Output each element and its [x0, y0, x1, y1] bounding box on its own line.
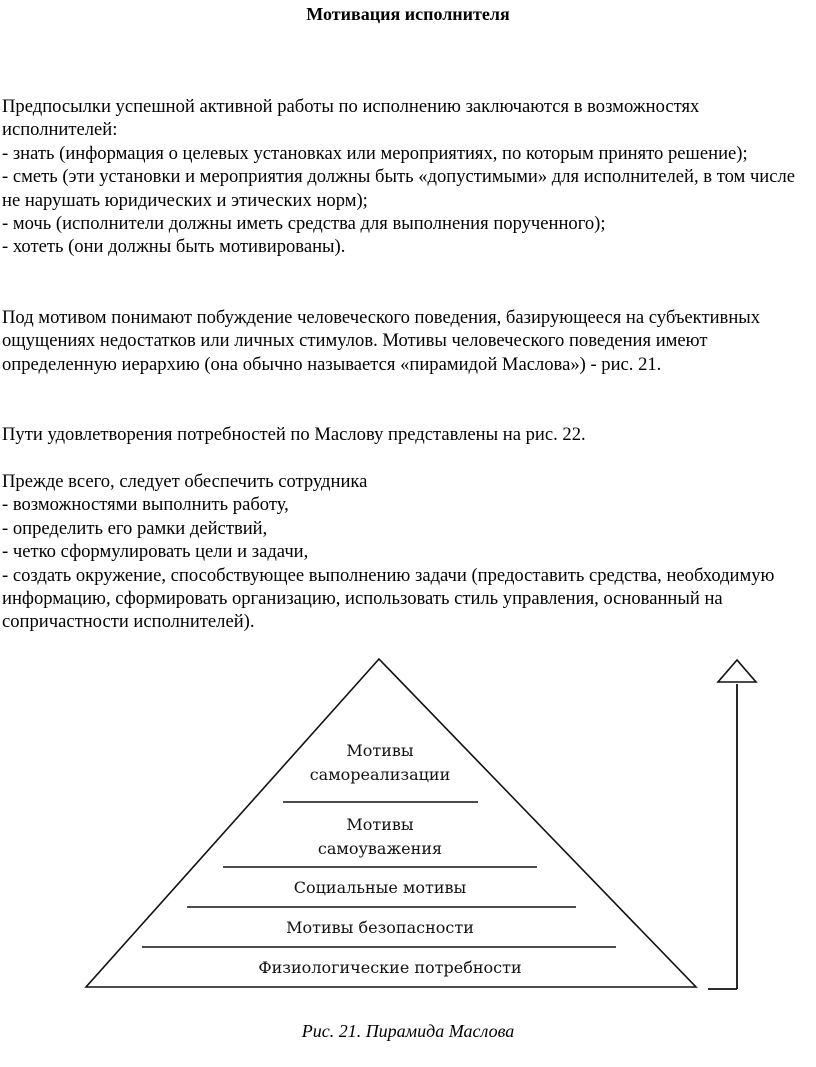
level-safety: Мотивы безопасности	[286, 918, 474, 937]
list-item: - возможностями выполнить работу,	[2, 494, 289, 516]
list-item: - сметь (эти установки и мероприятия должны быть «допустимыми» для исполнителей, в том числе не нарушать юридических и этических норм);	[2, 166, 796, 211]
up-arrow-icon	[708, 660, 756, 989]
maslow-pyramid-figure	[0, 640, 816, 1020]
page-title: Мотивация исполнителя	[306, 4, 510, 24]
prerequisites-section	[2, 95, 814, 259]
list-item: - четко сформулировать цели и задачи,	[2, 541, 309, 563]
list-item: - определить его рамки действий,	[2, 517, 268, 539]
employee-provision-section	[2, 470, 814, 634]
paragraph-text: Под мотивом понимают побуждение человеческого поведения, базирующееся на субъективных ощущениях недостатков или личных стимулов. Мотивы человеческого поведения имеют определенную иерархию (она обычно называется «пирамидой Маслова») - рис. 21.	[2, 307, 761, 375]
level-self-actualization-line2: самореализации	[309, 765, 451, 784]
prerequisites-intro: Предпосылки успешной активной работы по исполнению заключаются в возможностях исполнителей:	[2, 96, 700, 141]
level-self-actualization-line1: Мотивы	[346, 741, 414, 760]
provision-intro: Прежде всего, следует обеспечить сотрудника	[2, 471, 368, 492]
paragraph-text: Пути удовлетворения потребностей по Маслову представлены на рис. 22.	[2, 424, 586, 445]
motive-definition-paragraph	[2, 306, 814, 376]
maslow-ways-paragraph	[2, 423, 814, 446]
level-self-esteem-line2: самоуважения	[317, 839, 443, 858]
list-item: - хотеть (они должны быть мотивированы).	[2, 236, 346, 258]
list-item: - знать (информация о целевых установках или мероприятиях, по которым принято решение);	[2, 142, 748, 164]
figure-caption: Рис. 21. Пирамида Маслова	[301, 1021, 515, 1041]
level-physiological: Физиологические потребности	[258, 958, 522, 977]
list-item: - мочь (исполнители должны иметь средства для выполнения порученного);	[2, 213, 606, 235]
level-self-esteem-line1: Мотивы	[346, 815, 414, 834]
list-item: - создать окружение, способствующее выполнению задачи (предоставить средства, необходимую информацию, сформировать организацию, использовать стиль управления, основанный на сопричастности исполнителей).	[2, 564, 775, 633]
level-social: Социальные мотивы	[293, 878, 467, 897]
